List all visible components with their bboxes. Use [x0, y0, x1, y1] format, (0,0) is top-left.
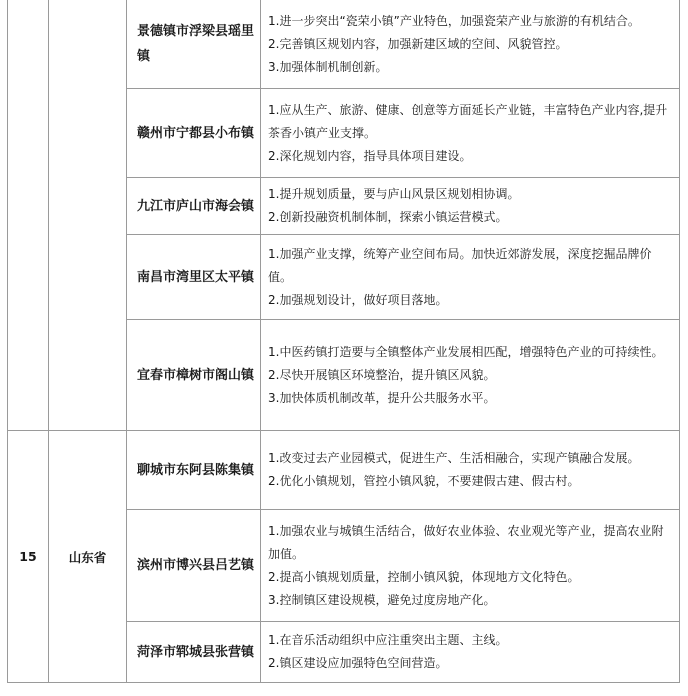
requirement-item: 1.加强产业支撑，统筹产业空间布局。加快近郊游发展，深度挖掘品牌价值。 [268, 246, 652, 284]
requirement-item: 1.提升规划质量，要与庐山风景区规划相协调。 [268, 187, 520, 201]
town-name: 九江市庐山市海会镇 [127, 178, 261, 235]
town-name: 聊城市东阿县陈集镇 [127, 431, 261, 510]
table-row [8, 0, 680, 89]
requirements-cell [261, 431, 680, 510]
requirement-item: 1.应从生产、旅游、健康、创意等方面延长产业链，丰富特色产业内容,提升茶香小镇产业支撑。 [268, 102, 668, 140]
requirements-cell [261, 178, 680, 235]
requirement-item: 1.改变过去产业园模式，促进生产、生活相融合，实现产镇融合发展。 [268, 451, 640, 465]
requirement-item: 1.在音乐活动组织中应注重突出主题、主线。 [268, 633, 508, 647]
requirement-item: 3.加快体质机制改革，提升公共服务水平。 [268, 390, 496, 405]
requirement-item: 2.优化小镇规划，管控小镇风貌，不要建假古建、假古村。 [268, 474, 580, 488]
requirements-cell [261, 0, 680, 89]
requirement-item: 2.镇区建设应加强特色空间营造。 [268, 656, 448, 670]
town-name: 南昌市湾里区太平镇 [127, 235, 261, 320]
requirement-item: 2.提高小镇规划质量，控制小镇风貌，体现地方文化特色。 [268, 569, 580, 584]
town-name: 赣州市宁都县小布镇 [127, 89, 261, 178]
requirement-item: 2.深化规划内容，指导具体项目建设。 [268, 148, 472, 163]
town-assessment-table [7, 0, 680, 683]
row-number: 15 [8, 431, 49, 683]
requirements-cell [261, 235, 680, 320]
town-name: 宜春市樟树市阁山镇 [127, 320, 261, 431]
requirements-cell [261, 89, 680, 178]
requirement-item: 1.加强农业与城镇生活结合，做好农业体验、农业观光等产业，提高农业附加值。 [268, 523, 664, 561]
requirement-item: 2.创新投融资机制体制，探索小镇运营模式。 [268, 210, 508, 224]
table-row [8, 431, 680, 510]
requirements-cell [261, 510, 680, 622]
row-number [8, 0, 49, 431]
town-name: 景德镇市浮梁县瑶里镇 [127, 0, 261, 89]
requirement-item: 2.尽快开展镇区环境整治，提升镇区风貌。 [268, 367, 496, 382]
province-name [49, 0, 127, 431]
requirements-cell [261, 320, 680, 431]
requirement-item: 2.加强规划设计，做好项目落地。 [268, 292, 448, 307]
requirements-cell [261, 622, 680, 683]
requirement-item: 1.中医药镇打造要与全镇整体产业发展相匹配，增强特色产业的可持续性。 [268, 344, 664, 359]
town-name: 滨州市博兴县吕艺镇 [127, 510, 261, 622]
province-name: 山东省 [49, 431, 127, 683]
requirement-item: 1.进一步突出“瓷荣小镇”产业特色，加强瓷荣产业与旅游的有机结合。 [268, 13, 640, 28]
requirement-item: 3.加强体制机制创新。 [268, 59, 388, 74]
town-name: 菏泽市郓城县张营镇 [127, 622, 261, 683]
requirement-item: 2.完善镇区规划内容，加强新建区域的空间、风貌管控。 [268, 36, 568, 51]
requirement-item: 3.控制镇区建设规模，避免过度房地产化。 [268, 592, 496, 607]
